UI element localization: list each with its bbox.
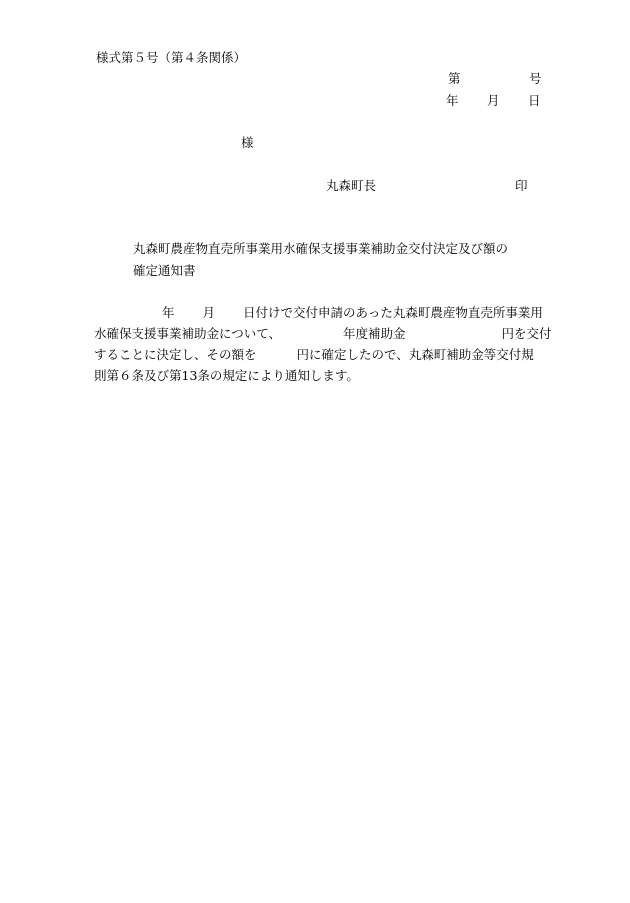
body-blank-month: 月	[202, 305, 216, 320]
body-text-3a: することに決定し、その額を	[94, 347, 257, 362]
body-text-2a: 水確保支援事業補助金について、	[94, 326, 282, 341]
title-line-1: 丸森町農産物直売所事業用水確保支援事業補助金交付決定及び額の	[133, 241, 509, 256]
doc-number-suffix: 号	[529, 71, 542, 86]
title-line-2: 確定通知書	[133, 263, 196, 278]
recipient-honorific: 様	[241, 135, 254, 150]
form-number: 様式第５号（第４条関係）	[96, 50, 247, 65]
body-line-4	[94, 365, 584, 386]
body-line-1	[94, 302, 584, 323]
body-amount-text: 円を交付	[501, 326, 552, 341]
date-day: 日	[528, 93, 541, 108]
body-line-3	[94, 344, 584, 365]
body-fiscal-year: 年度補助金	[343, 326, 406, 341]
body-text-1: 日付けで交付申請のあった丸森町農産物直売所事業用	[243, 305, 543, 320]
sender-name: 丸森町長	[326, 178, 377, 193]
body-line-2	[94, 323, 584, 344]
body-text-3b: 円に確定したので、丸森町補助金等交付規	[296, 347, 534, 362]
date-year: 年	[446, 93, 459, 108]
date-month: 月	[487, 93, 500, 108]
doc-number-prefix: 第	[448, 71, 461, 86]
body-text-4: 則第６条及び第13条の規定により通知します。	[94, 368, 359, 383]
body-blank-year: 年	[162, 305, 175, 320]
notice-body	[94, 302, 584, 386]
sender-seal: 印	[515, 178, 528, 193]
